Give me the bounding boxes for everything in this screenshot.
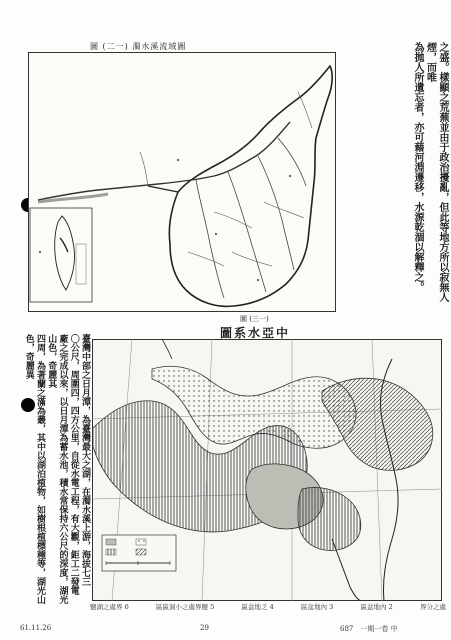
legend-item-5: 區區洞小之處界鹽 5 [156,603,215,611]
left-text-block [23,334,90,606]
legend-item-4: 區盆地乏 4 [241,603,274,611]
bottom-legend [90,602,446,616]
footer-date: 61.11.26 [20,624,52,632]
legend-item-6: 鹽湖之處界 6 [90,603,129,611]
map2-caption: 圖 (三一) [240,315,269,323]
right-text-block [358,42,448,318]
legend-item-1: 界分之處 [420,603,446,611]
footer-issue: 687 一期一卷 中 [340,625,398,633]
left-text-col3: 廠之完成以來，以日月潭為蓄水池，積水常保持六公尺的深度，湖光山色，奇麗其 [46,334,68,604]
footer-page-number: 29 [200,624,209,632]
left-text-col2: 〇公尺，周圍四，四方公里，自從水電工程，有大觀，鉅工二發電 [68,334,79,595]
map1-figure [28,52,336,312]
left-text-col4: 四周，為著蘭之滿為叢，其中以湖泊植物，如樹根植標種等，湖光山色，奇麗異 [23,334,45,604]
right-text-col2: 為拋人所遺忘者，亦可藉河淵遷移，水源乾涸以解釋之。 [412,42,423,292]
right-text-col1: 之盛。樣顯之荒蕪並由于政治擾亂，但此等地方所以寂無人煙，而唯 [424,42,448,302]
left-text-col1: 臺灣中部之日月潭，為臺灣最大之湖，在濁水溪上游，海拔七三 [80,334,90,586]
map1-title: 圖 (二一) 濁水溪流域圖 [90,42,187,51]
legend-item-2: 區盆地內 2 [360,603,393,611]
map2-figure [92,339,442,601]
map2-title: 圖系水亞中 [220,326,291,340]
legend-item-3: 區盆地內 3 [301,603,334,611]
